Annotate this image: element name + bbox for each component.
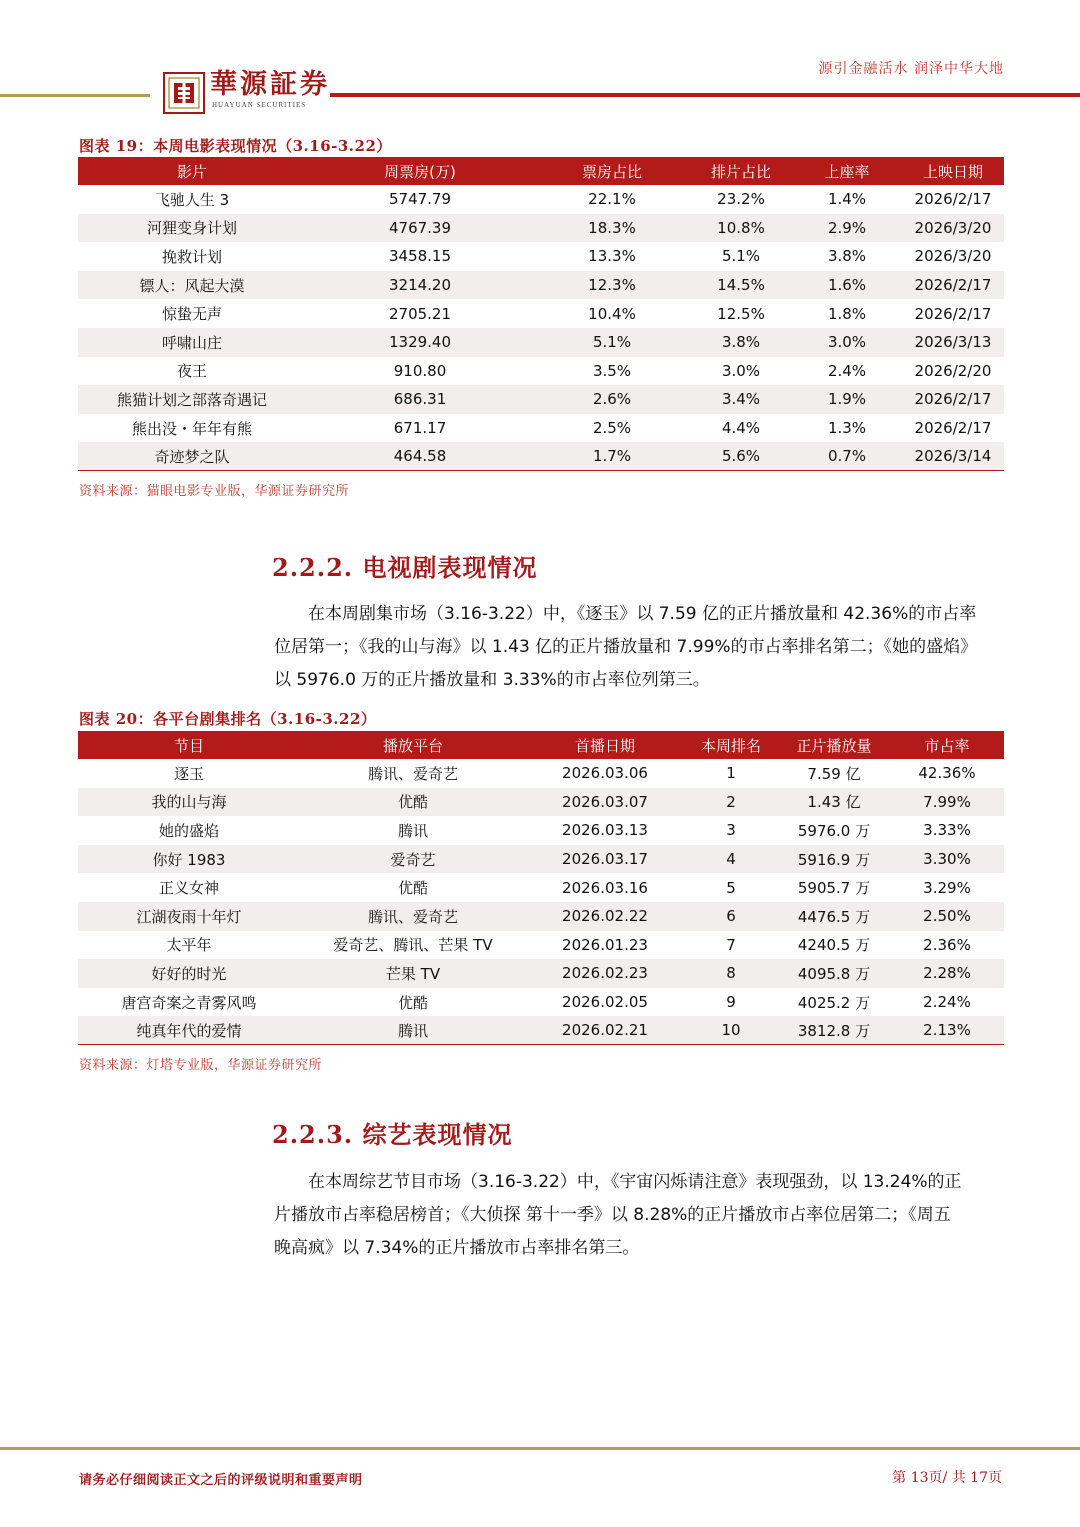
column-header: 本周排名 [684, 731, 778, 759]
table-cell: 464.58 [306, 442, 534, 471]
table-row [78, 185, 1004, 214]
table20-source: 资料来源：灯塔专业版，华源证券研究所 [79, 1058, 323, 1073]
column-header: 上座率 [792, 157, 902, 185]
table-cell: 2026.03.16 [562, 878, 648, 897]
paragraph-tv [274, 598, 1006, 697]
table-cell: 奇迹梦之队 [78, 442, 306, 471]
table-cell: 5747.79 [388, 190, 452, 209]
table-cell: 12.3% [534, 271, 690, 300]
table-cell: 4476.5 万 [778, 902, 890, 931]
section-title-variety: 2.2.3. 综艺表现情况 [272, 1120, 513, 1149]
table-cell: 江湖夜雨十年灯 [78, 902, 300, 931]
table-cell: 2026/3/20 [902, 214, 1004, 243]
table-cell: 10 [684, 1016, 778, 1045]
table-cell: 2026/2/17 [914, 304, 992, 323]
table-cell: 2.36% [923, 935, 971, 954]
table-cell: 2.4% [827, 361, 867, 380]
brand-name-en: HUAYUAN SECURITIES [212, 101, 307, 109]
table-cell: 芒果 TV [300, 959, 526, 988]
table-cell: 0.7% [792, 442, 902, 471]
table-cell: 1.7% [534, 442, 690, 471]
table-cell: 6 [684, 902, 778, 931]
table-cell: 686.31 [306, 385, 534, 414]
table-cell: 2026.03.13 [562, 821, 648, 840]
table-cell: 2026.03.07 [526, 788, 684, 817]
column-header: 上映日期 [902, 157, 1004, 185]
table-cell: 4 [684, 845, 778, 874]
paragraph-line: 在本周综艺节目市场（3.16-3.22）中，《宇宙闪烁请注意》表现强劲，以 13.24%的正 [308, 1172, 962, 1192]
table-cell: 2026.03.06 [562, 764, 648, 783]
table-cell: 1.9% [792, 385, 902, 414]
table-cell: 挽救计划 [161, 247, 222, 266]
table-row [78, 959, 1004, 988]
column-header: 正片播放量 [778, 731, 890, 759]
table-cell: 7.99% [890, 788, 1004, 817]
table-cell: 13.3% [588, 247, 636, 266]
table-cell: 腾讯、爱奇艺 [367, 764, 458, 783]
table-cell: 2026.02.05 [562, 993, 648, 1012]
table-cell: 3.5% [592, 361, 632, 380]
table-cell: 2 [684, 788, 778, 817]
table-cell: 呼啸山庄 [78, 328, 306, 357]
table-cell: 4.4% [721, 419, 761, 438]
table-cell: 熊猫计划之部落奇遇记 [78, 385, 306, 414]
table-cell: 唐宫奇案之青雾风鸣 [121, 993, 257, 1012]
table-cell: 2026/2/20 [914, 361, 992, 380]
table-row [78, 845, 1004, 874]
table-cell: 18.3% [534, 214, 690, 243]
table-cell: 2026/2/17 [914, 419, 992, 438]
table-cell: 5976.0 万 [797, 821, 871, 840]
table-row [78, 299, 1004, 328]
table-cell: 优酷 [300, 788, 526, 817]
table-cell: 910.80 [393, 361, 447, 380]
table-cell: 她的盛焰 [158, 821, 219, 840]
table-cell: 5905.7 万 [797, 879, 871, 898]
table-cell: 14.5% [690, 271, 792, 300]
table-cell: 好好的时光 [78, 959, 300, 988]
table-cell: 3.8% [690, 328, 792, 357]
table-cell: 1329.40 [306, 328, 534, 357]
table-cell: 3.4% [690, 385, 792, 414]
brand-name: 華源証券 [210, 69, 330, 100]
table-cell: 2026.02.22 [526, 902, 684, 931]
column-header: 播放平台 [300, 731, 526, 759]
table-cell: 2.24% [923, 993, 971, 1012]
table-cell: 9 [726, 993, 736, 1012]
table-row [78, 328, 1004, 357]
table-cell: 3.0% [792, 328, 902, 357]
table-cell: 4095.8 万 [778, 959, 890, 988]
table-cell: 3.8% [827, 247, 867, 266]
table-cell: 4767.39 [306, 214, 534, 243]
table-cell: 3 [726, 821, 736, 840]
table-row [78, 988, 1004, 1017]
table-cell: 3.30% [890, 845, 1004, 874]
header-slogan: 源引金融活水 润泽中华大地 [818, 61, 1004, 77]
table-row [78, 788, 1004, 817]
page-header [0, 0, 1080, 120]
table-row [78, 931, 1004, 960]
table-cell: 太平年 [166, 936, 212, 955]
paragraph-line: 晚高疯》以 7.34%的正片播放市占率排名第三。 [274, 1238, 640, 1258]
column-header: 市占率 [890, 731, 1004, 759]
table-row [78, 873, 1004, 902]
table-cell: 2705.21 [388, 304, 452, 323]
table-cell: 2026/3/13 [902, 328, 1004, 357]
table-cell: 5916.9 万 [778, 845, 890, 874]
table-cell: 3812.8 万 [778, 1016, 890, 1045]
page-number: 第 13页/ 共 17页 [892, 1470, 1002, 1486]
table-header-row [78, 731, 1004, 759]
footer-rule [0, 1447, 1080, 1450]
paragraph-variety [274, 1166, 1006, 1265]
table-cell: 夜王 [176, 362, 207, 381]
table-row [78, 242, 1004, 271]
column-header: 排片占比 [690, 157, 792, 185]
header-rule-gold [0, 94, 150, 97]
table-cell: 1.43 亿 [778, 788, 890, 817]
table-cell: 熊出没・年年有熊 [131, 419, 252, 438]
column-header: 周票房(万) [306, 157, 534, 185]
table-cell: 2.13% [890, 1016, 1004, 1045]
drama-ranking-table [78, 731, 1004, 1045]
table-cell: 10.8% [690, 214, 792, 243]
table-cell: 5.1% [534, 328, 690, 357]
column-header: 首播日期 [526, 731, 684, 759]
table-cell: 河狸变身计划 [78, 214, 306, 243]
table-cell: 3214.20 [306, 271, 534, 300]
table-cell: 10.4% [588, 304, 636, 323]
table-cell: 2.6% [534, 385, 690, 414]
table-cell: 2026.01.23 [562, 935, 648, 954]
table-cell: 3.29% [923, 878, 971, 897]
table-cell: 优酷 [397, 879, 428, 898]
table-cell: 671.17 [393, 419, 447, 438]
table-cell: 腾讯、爱奇艺 [300, 902, 526, 931]
table-cell: 5.6% [690, 442, 792, 471]
table-cell: 2.5% [592, 419, 632, 438]
table-cell: 2.50% [890, 902, 1004, 931]
table-cell: 23.2% [717, 190, 765, 209]
footer-disclaimer: 请务必仔细阅读正文之后的评级说明和重要声明 [79, 1473, 363, 1488]
table-cell: 3.33% [923, 821, 971, 840]
table-cell: 腾讯 [397, 821, 428, 840]
table-cell: 3458.15 [388, 247, 452, 266]
table-cell: 惊蛰无声 [161, 305, 222, 324]
table-row [78, 357, 1004, 386]
table-cell: 2026.02.21 [526, 1016, 684, 1045]
paragraph-line: 在本周剧集市场（3.16-3.22）中，《逐玉》以 7.59 亿的正片播放量和 42.36%的市占率 [308, 604, 977, 624]
table-row [78, 759, 1004, 788]
table-cell: 镖人：风起大漠 [78, 271, 306, 300]
header-rule-red [330, 93, 1080, 97]
table19-caption: 图表 19：本周电影表现情况（3.16-3.22） [79, 137, 392, 155]
table-cell: 2026/2/17 [902, 385, 1004, 414]
table-cell: 优酷 [397, 993, 428, 1012]
table-cell: 爱奇艺 [300, 845, 526, 874]
table-cell: 7 [726, 935, 736, 954]
table-cell: 4025.2 万 [797, 993, 871, 1012]
table-cell: 5.1% [721, 247, 761, 266]
table-row [78, 816, 1004, 845]
table-cell: 飞驰人生 3 [154, 190, 230, 209]
table-row [78, 214, 1004, 243]
column-header: 票房占比 [534, 157, 690, 185]
table-cell: 1.8% [827, 304, 867, 323]
paragraph-line: 以 5976.0 万的正片播放量和 3.33%的市占率位列第三。 [274, 670, 710, 690]
movie-performance-table [78, 157, 1004, 471]
column-header: 节目 [78, 731, 300, 759]
table-cell: 腾讯 [300, 1016, 526, 1045]
table-cell: 12.5% [717, 304, 765, 323]
table-cell: 爱奇艺、腾讯、芒果 TV [333, 936, 493, 955]
table-cell: 2026.02.23 [526, 959, 684, 988]
table-cell: 2026/3/14 [902, 442, 1004, 471]
table-cell: 你好 1983 [78, 845, 300, 874]
table-cell: 逐玉 [173, 764, 204, 783]
table-cell: 2.9% [792, 214, 902, 243]
table-cell: 1.6% [792, 271, 902, 300]
table-cell: 22.1% [588, 190, 636, 209]
table-cell: 正义女神 [158, 879, 219, 898]
table-cell: 纯真年代的爱情 [78, 1016, 300, 1045]
column-header: 影片 [78, 157, 306, 185]
table-cell: 8 [684, 959, 778, 988]
table-cell: 42.36% [918, 764, 976, 783]
table-row [78, 385, 1004, 414]
table20-caption: 图表 20：各平台剧集排名（3.16-3.22） [79, 710, 377, 728]
table-cell: 5 [726, 878, 736, 897]
section-title-tv: 2.2.2. 电视剧表现情况 [272, 553, 538, 582]
table-cell: 3.0% [721, 361, 761, 380]
table-row [78, 271, 1004, 300]
table19-source: 资料来源：猫眼电影专业版，华源证券研究所 [79, 484, 350, 499]
table-cell: 4240.5 万 [797, 936, 871, 955]
paragraph-line: 位居第一；《我的山与海》以 1.43 亿的正片播放量和 7.99%的市占率排名第二；《她的盛焰》 [274, 637, 978, 657]
huayuan-logo-icon [163, 72, 205, 114]
table-row [78, 442, 1004, 471]
table-cell: 2.28% [890, 959, 1004, 988]
table-cell: 1.3% [827, 419, 867, 438]
table-cell: 2026/3/20 [914, 247, 992, 266]
table-cell: 1 [726, 764, 736, 783]
table-row [78, 902, 1004, 931]
paragraph-line: 片播放市占率稳居榜首；《大侦探 第十一季》以 8.28%的正片播放市占率位居第二；《周五 [274, 1205, 951, 1225]
table-cell: 我的山与海 [78, 788, 300, 817]
table-cell: 2026/2/17 [902, 271, 1004, 300]
table-cell: 7.59 亿 [807, 764, 861, 783]
table-cell: 2026/2/17 [914, 190, 992, 209]
table-row [78, 1016, 1004, 1045]
table-cell: 2026.03.17 [526, 845, 684, 874]
table-header-row [78, 157, 1004, 185]
table-row [78, 414, 1004, 443]
table-cell: 1.4% [827, 190, 867, 209]
